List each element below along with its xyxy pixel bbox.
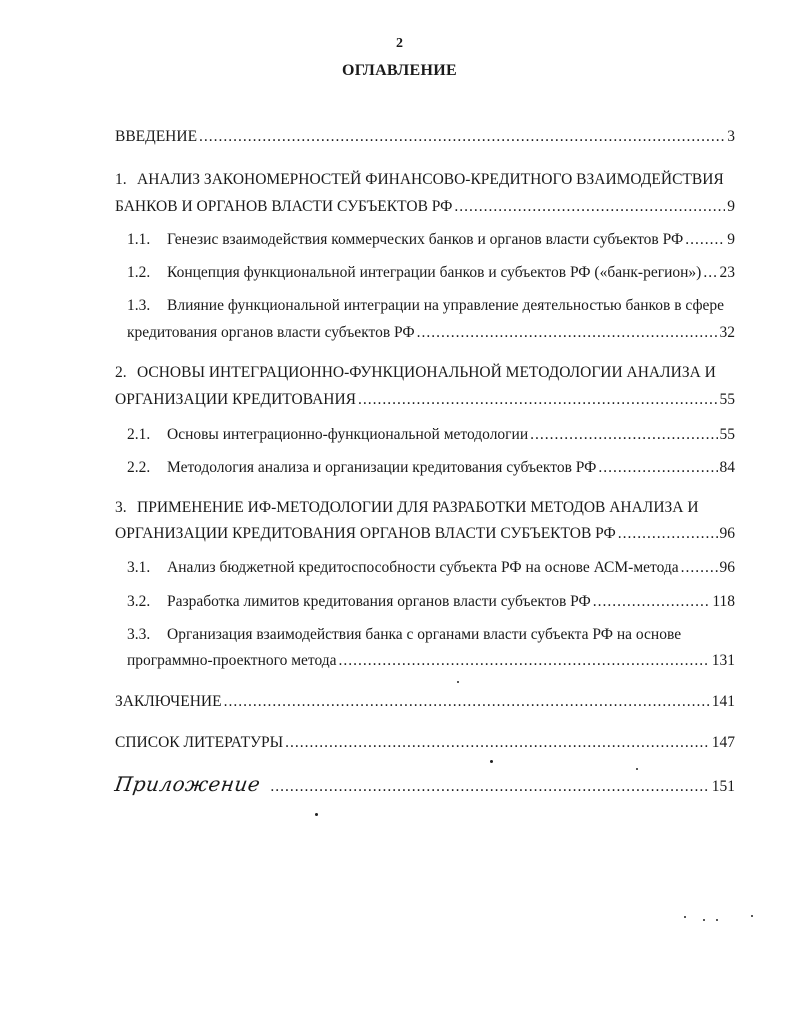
toc-page: 141 — [711, 693, 735, 710]
toc-label: ОРГАНИЗАЦИИ КРЕДИТОВАНИЯ ОРГАНОВ ВЛАСТИ СУБЪЕКТОВ РФ — [115, 525, 616, 542]
section-number: 3.2. — [127, 593, 151, 610]
toc-page: 96 — [719, 525, 735, 542]
toc-page: 3 — [727, 128, 735, 145]
toc-label: ЗАКЛЮЧЕНИЕ — [115, 693, 222, 710]
toc-label: Основы интеграционно-функциональной методологии — [167, 426, 529, 443]
toc-chapter-3-line1[interactable] — [115, 499, 699, 517]
toc-page: 23 — [719, 264, 735, 281]
toc-entry-conclusion[interactable] — [115, 693, 735, 711]
toc-page: 118 — [712, 593, 735, 610]
scan-speck — [684, 916, 686, 918]
section-number: 2.1. — [127, 426, 151, 443]
toc-section-1-3[interactable] — [127, 324, 735, 342]
toc-label: Концепция функциональной интеграции банков и субъектов РФ («банк-регион») — [167, 264, 702, 281]
toc-label: Влияние функциональной интеграции на управление деятельностью банков в сфере — [167, 297, 725, 314]
scan-speck — [636, 768, 638, 770]
toc-section-3-3-line1[interactable] — [127, 626, 681, 644]
leader-dots — [685, 231, 725, 249]
leader-dots — [285, 734, 710, 752]
section-number: 1.2. — [127, 264, 151, 281]
section-number: 3.3. — [127, 626, 151, 643]
toc-page: 9 — [727, 231, 735, 248]
toc-chapter-2[interactable] — [115, 391, 735, 409]
scan-speck — [490, 760, 493, 763]
toc-label: Генезис взаимодействия коммерческих банков и органов власти субъектов РФ — [167, 231, 684, 248]
toc-section-1-3-line1[interactable] — [127, 297, 724, 315]
toc-label: СПИСОК ЛИТЕРАТУРЫ — [115, 734, 284, 751]
toc-label: БАНКОВ И ОРГАНОВ ВЛАСТИ СУБЪЕКТОВ РФ — [115, 198, 453, 215]
scan-speck — [457, 681, 459, 683]
toc-section-3-2[interactable] — [127, 593, 735, 611]
toc-chapter-2-line1[interactable] — [115, 364, 716, 382]
leader-dots — [530, 426, 717, 444]
toc-entry-appendix[interactable] — [115, 772, 735, 796]
toc-section-2-1[interactable] — [127, 426, 735, 444]
section-number: 3.1. — [127, 559, 151, 576]
leader-dots — [339, 652, 710, 670]
toc-page: 96 — [719, 559, 735, 576]
toc-label: Разработка лимитов кредитования органов власти субъектов РФ — [167, 593, 591, 610]
chapter-title: ОСНОВЫ ИНТЕГРАЦИОННО-ФУНКЦИОНАЛЬНОЙ МЕТОДОЛОГИИ АНАЛИЗА И — [137, 364, 716, 381]
page-number: 2 — [396, 36, 403, 51]
scan-speck — [315, 813, 318, 816]
toc-entry-references[interactable] — [115, 734, 735, 752]
toc-label: Организация взаимодействия банка с органами власти субъекта РФ на основе — [167, 626, 682, 643]
leader-dots — [598, 459, 717, 477]
toc-label: программно-проектного метода — [127, 652, 337, 669]
leader-dots — [270, 778, 709, 796]
toc-chapter-3[interactable] — [115, 525, 735, 543]
toc-section-2-2[interactable] — [127, 459, 735, 477]
toc-page: 131 — [711, 652, 735, 669]
toc-chapter-1[interactable] — [115, 198, 735, 216]
leader-dots — [417, 324, 718, 342]
toc-page: 9 — [727, 198, 735, 215]
toc-page: 84 — [719, 459, 735, 476]
section-number: 2.2. — [127, 459, 151, 476]
toc-page: 151 — [711, 778, 735, 795]
chapter-number: 1. — [115, 171, 127, 188]
toc-section-1-1[interactable] — [127, 231, 735, 249]
toc-section-3-3[interactable] — [127, 652, 735, 670]
leader-dots — [618, 525, 718, 543]
leader-dots — [681, 559, 718, 577]
leader-dots — [593, 593, 711, 611]
toc-page: 55 — [719, 391, 735, 408]
leader-dots — [224, 693, 710, 711]
scan-speck — [716, 919, 718, 921]
section-number: 1.1. — [127, 231, 151, 248]
leader-dots — [358, 391, 717, 409]
scan-speck — [751, 915, 753, 917]
handwritten-label: Приложение — [113, 772, 263, 796]
toc-label: ОРГАНИЗАЦИИ КРЕДИТОВАНИЯ — [115, 391, 357, 408]
toc-entry-intro[interactable] — [115, 128, 735, 146]
toc-label: ВВЕДЕНИЕ — [115, 128, 198, 145]
toc-section-3-1[interactable] — [127, 559, 735, 577]
chapter-number: 3. — [115, 499, 127, 516]
page-title: ОГЛАВЛЕНИЕ — [342, 62, 457, 79]
toc-chapter-1-line1[interactable] — [115, 171, 724, 189]
toc-section-1-2[interactable] — [127, 264, 735, 282]
leader-dots — [454, 198, 725, 216]
chapter-title: АНАЛИЗ ЗАКОНОМЕРНОСТЕЙ ФИНАНСОВО-КРЕДИТНОГО ВЗАИМОДЕЙСТВИЯ — [137, 171, 724, 188]
toc-page: 55 — [719, 426, 735, 443]
leader-dots — [199, 128, 725, 146]
toc-label: Анализ бюджетной кредитоспособности субъекта РФ на основе АСМ-метода — [167, 559, 679, 576]
scan-speck — [703, 919, 705, 921]
chapter-number: 2. — [115, 364, 127, 381]
toc-page: 32 — [719, 324, 735, 341]
leader-dots — [703, 264, 717, 282]
toc-page: 147 — [711, 734, 735, 751]
toc-label: кредитования органов власти субъектов РФ — [127, 324, 415, 341]
section-number: 1.3. — [127, 297, 151, 314]
chapter-title: ПРИМЕНЕНИЕ ИФ-МЕТОДОЛОГИИ ДЛЯ РАЗРАБОТКИ МЕТОДОВ АНАЛИЗА И — [137, 499, 699, 516]
toc-label: Методология анализа и организации кредитования субъектов РФ — [167, 459, 597, 476]
